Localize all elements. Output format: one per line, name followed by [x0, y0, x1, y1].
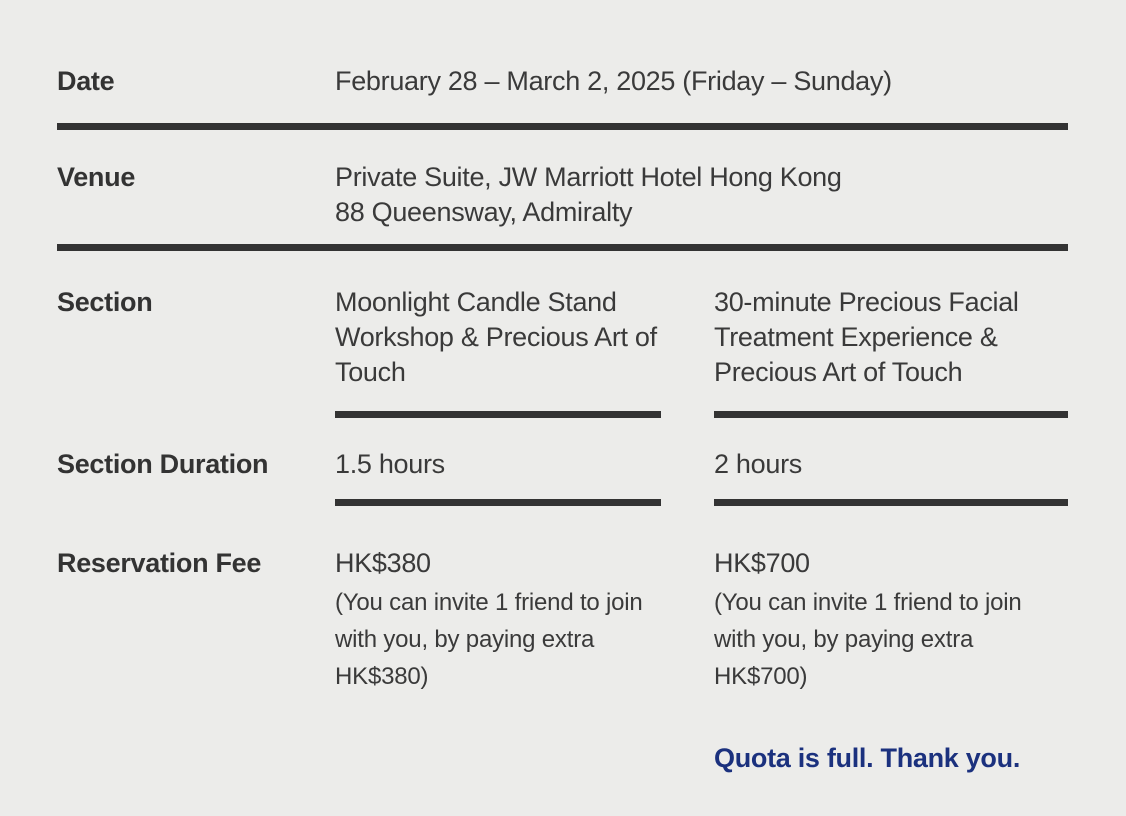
fee-note-1: (You can invite 1 friend to join with you, by paying extra HK$380): [335, 589, 643, 690]
fee-price-1: HK$380: [335, 548, 431, 578]
fee-option-1: [335, 546, 714, 695]
fee-option-2: [714, 546, 1068, 695]
duration-row: [57, 447, 1068, 482]
fee-note-2: (You can invite 1 friend to join with you, by paying extra HK$700): [714, 589, 1022, 690]
fee-row: [57, 546, 1068, 695]
divider-under-duration-option-1: [335, 499, 661, 506]
divider-under-date: [57, 123, 1068, 130]
section-label: Section: [57, 287, 153, 317]
fee-price-2: HK$700: [714, 548, 810, 578]
divider-under-section-option-2: [714, 411, 1068, 418]
venue-row: [57, 160, 1068, 230]
venue-line-2: 88 Queensway, Admiralty: [335, 197, 633, 227]
venue-line-1: Private Suite, JW Marriott Hotel Hong Kong: [335, 162, 842, 192]
date-value: February 28 – March 2, 2025 (Friday – Sunday): [335, 66, 892, 96]
venue-value: [335, 160, 1068, 230]
section-option-1: Moonlight Candle Stand Workshop & Precious Art of Touch: [335, 287, 657, 387]
date-label: Date: [57, 66, 115, 96]
divider-under-duration-option-2: [714, 499, 1068, 506]
date-row: [57, 64, 1068, 99]
divider-under-section-option-1: [335, 411, 661, 418]
duration-dividers-row: [57, 499, 1068, 506]
duration-label: Section Duration: [57, 449, 269, 479]
divider-under-venue: [57, 244, 1068, 251]
section-option-2: 30-minute Precious Facial Treatment Experience & Precious Art of Touch: [714, 287, 1019, 387]
section-dividers-row: [57, 411, 1068, 418]
duration-option-1: 1.5 hours: [335, 449, 445, 479]
quota-full-note: Quota is full. Thank you.: [714, 743, 1021, 773]
venue-label: Venue: [57, 162, 136, 192]
section-row: [57, 285, 1068, 390]
quota-note-row: [57, 741, 1068, 776]
duration-option-2: 2 hours: [714, 449, 802, 479]
fee-label: Reservation Fee: [57, 548, 262, 578]
